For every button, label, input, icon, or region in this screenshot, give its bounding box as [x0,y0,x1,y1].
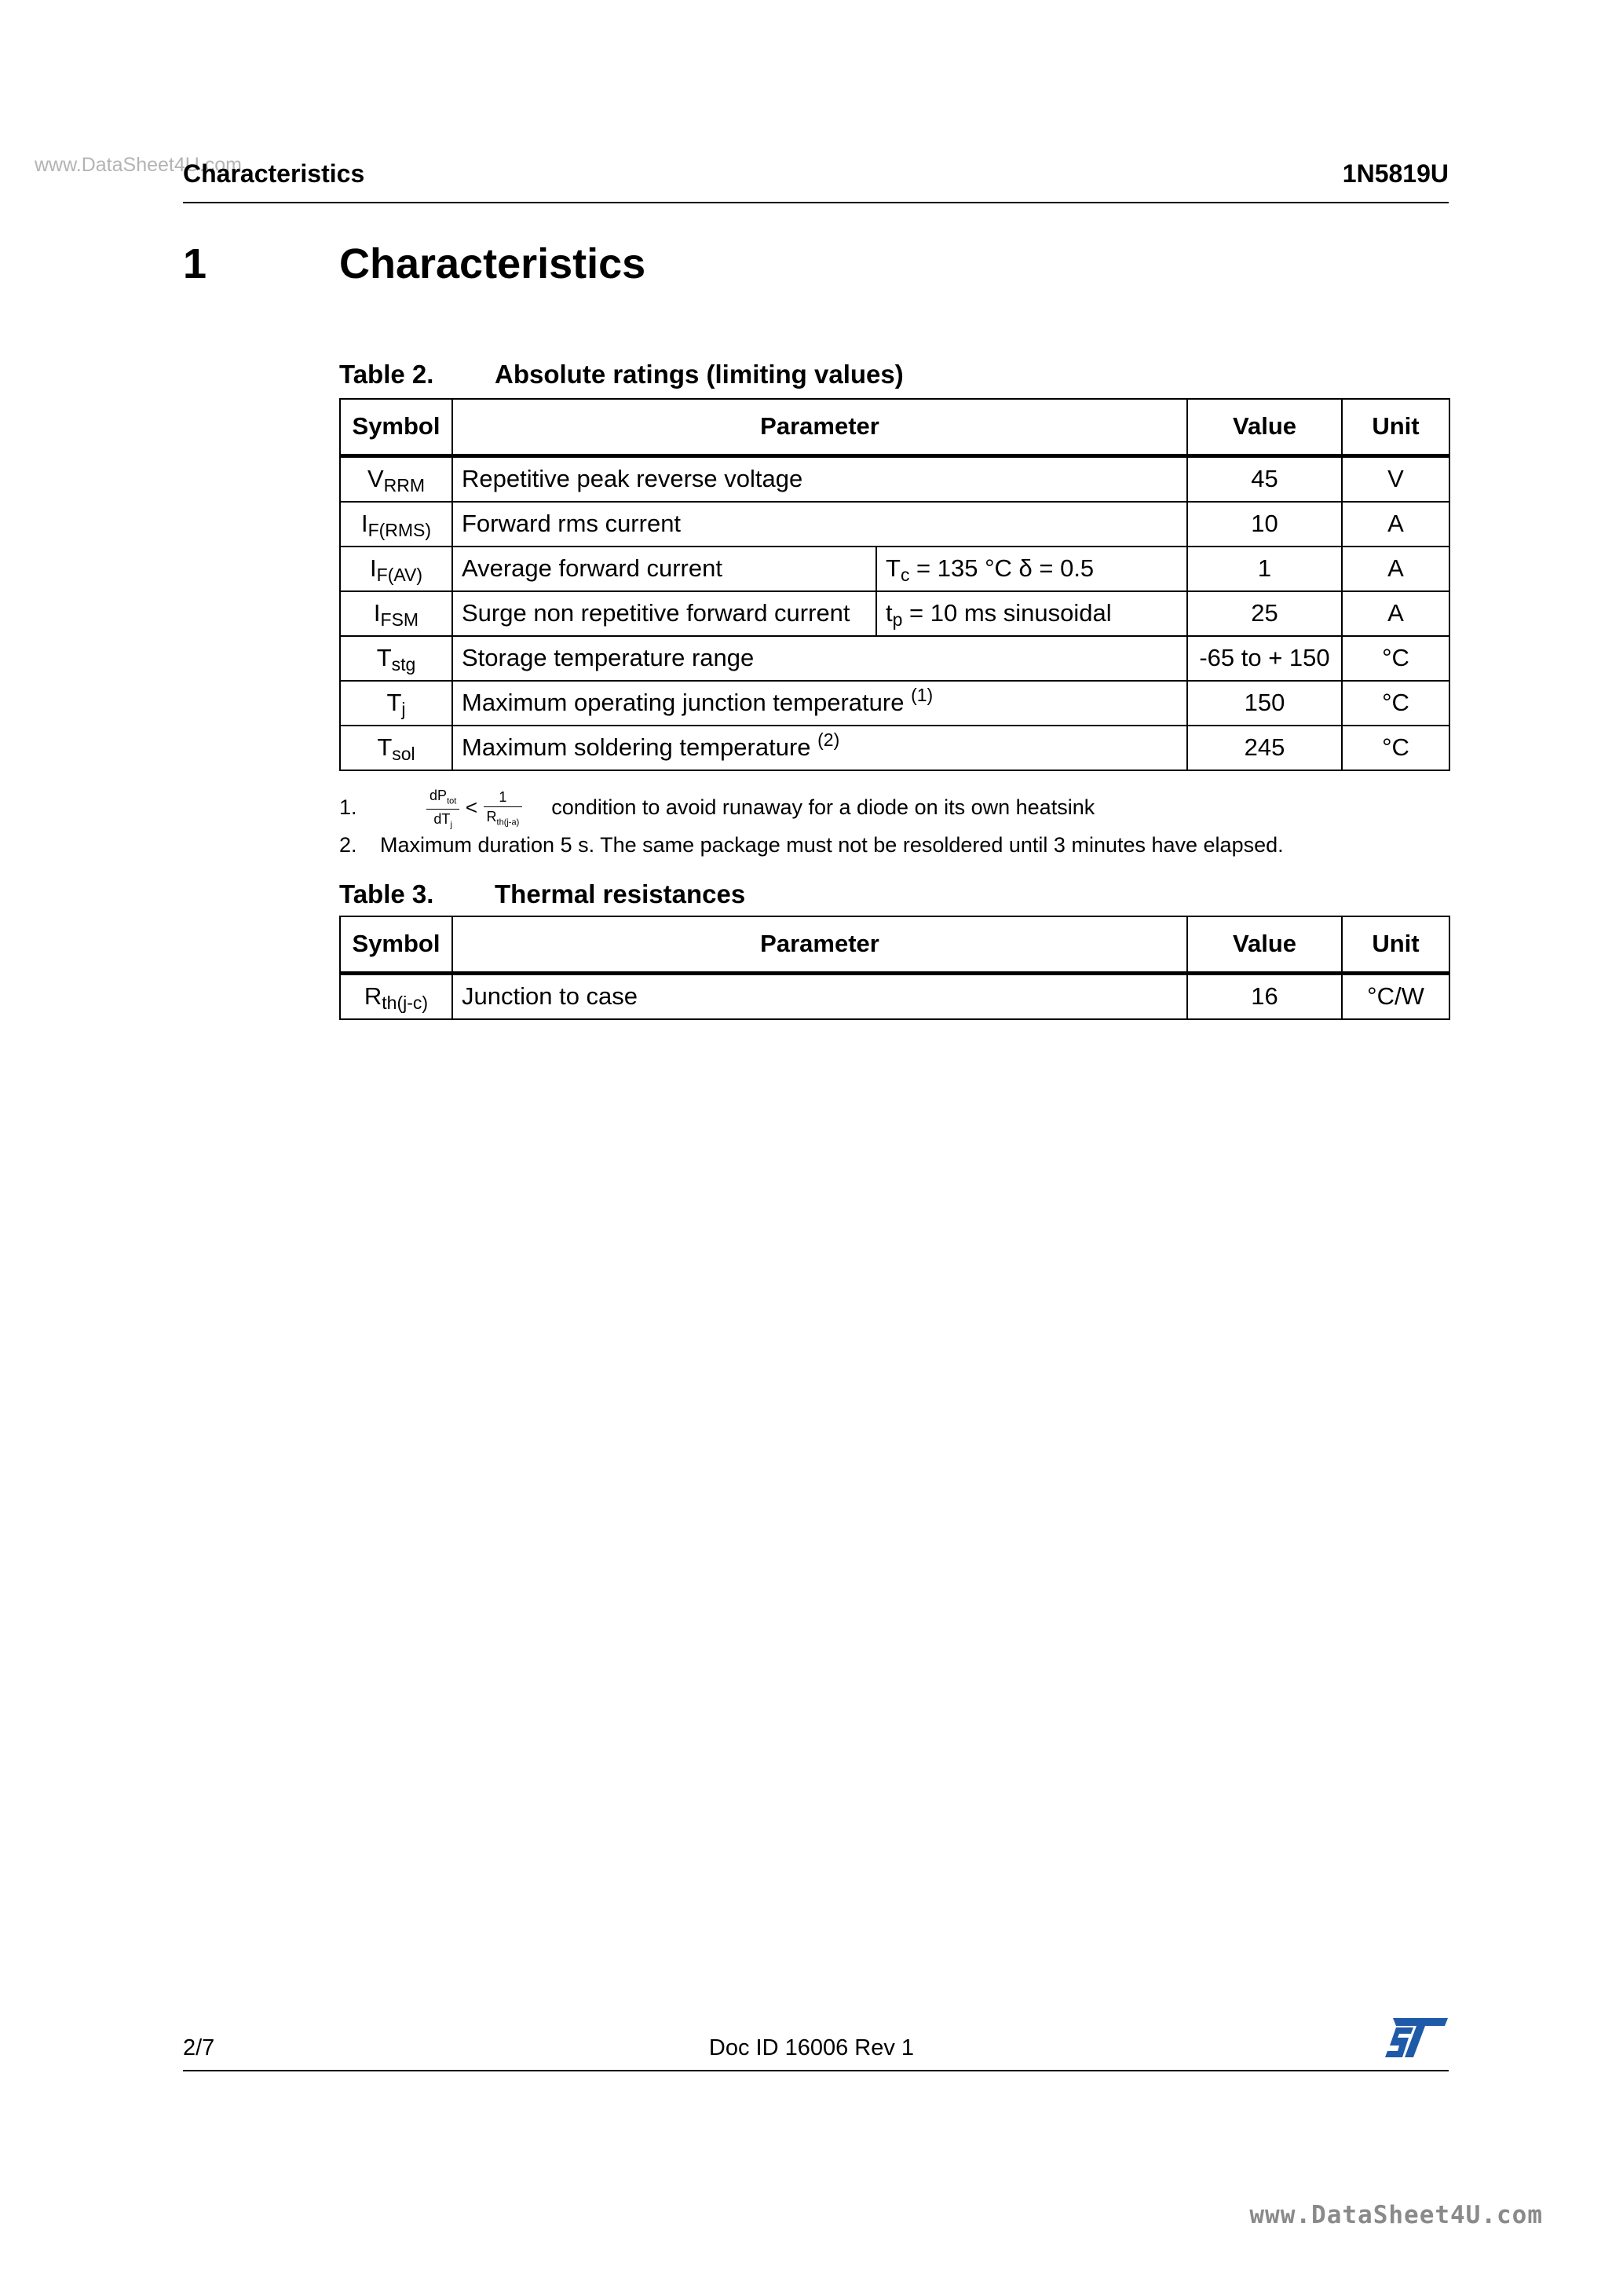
table2-title: Absolute ratings (limiting values) [495,360,904,389]
parameter-cell: Junction to case [452,974,1187,1020]
table3-caption [339,879,745,909]
table-row [340,974,1449,1020]
table-row [340,547,1449,591]
table-header-row [340,916,1449,974]
footer-rule [183,2070,1449,2071]
footnote-ref: (2) [817,729,840,751]
symbol-cell: $V_{RRM}$ [340,456,452,503]
parameter-cell: Maximum soldering temperature $^{(2)}$ [452,726,1187,770]
header-section-title: Characteristics [183,159,365,188]
value-cell: 1 [1187,547,1342,591]
footnote-ref: (1) [911,685,934,706]
table-row [340,636,1449,681]
unit-cell: °C/W [1342,974,1449,1020]
col-symbol: Symbol [340,399,452,456]
unit-cell: A [1342,502,1449,547]
table-row [340,591,1449,636]
table-header-row [340,399,1449,456]
footnote-2-label: 2. [339,833,357,857]
value-cell: 25 [1187,591,1342,636]
parameter-cell: Repetitive peak reverse voltage [452,456,1187,503]
st-logo-icon [1384,2016,1449,2059]
condition-cell: $t_p = 10$ ms sinusoidal [876,591,1187,636]
col-parameter: Parameter [452,399,1187,456]
section-title: Characteristics [339,240,646,287]
footnote-1-label: 1. [339,795,357,820]
value-cell: 10 [1187,502,1342,547]
less-than-sign: < [465,795,477,820]
table3-title: Thermal resistances [495,879,746,909]
page-number: 2/7 [183,2035,215,2060]
footnote-1-text: condition to avoid runaway for a diode on its own heatsink [551,795,1095,820]
unit-cell: °C [1342,636,1449,681]
derivative-fraction: $\frac{dP_{tot}}{dT_j}$ [426,788,459,829]
unit-cell: A [1342,591,1449,636]
table3-label: Table 3. [339,879,434,909]
table-row [340,726,1449,770]
value-cell: 150 [1187,681,1342,726]
parameter-cell: Maximum operating junction temperature $^{(1)}$ [452,681,1187,726]
table-row [340,456,1449,503]
table2-caption [339,360,904,389]
table2-label: Table 2. [339,360,434,389]
symbol-cell: $I_{F(AV)}$ [340,547,452,591]
symbol-cell: $R_{th(j-c)}$ [340,974,452,1020]
value-cell: 45 [1187,456,1342,503]
col-unit: Unit [1342,916,1449,974]
footnote-1 [339,788,1095,829]
symbol-cell: $T_j$ [340,681,452,726]
parameter-cell: Average forward current [452,547,876,591]
col-unit: Unit [1342,399,1449,456]
unit-cell: °C [1342,681,1449,726]
resistance-fraction: $\frac{1}{R_{th(j-a)}}$ [484,790,523,828]
parameter-cell: Forward rms current [452,502,1187,547]
col-value: Value [1187,399,1342,456]
header-part-number: 1N5819U [1342,159,1449,188]
absolute-ratings-table [339,398,1450,771]
parameter-cell: Storage temperature range [452,636,1187,681]
header-rule [183,202,1449,203]
section-number: 1 [183,240,207,287]
symbol-cell: $I_{FSM}$ [340,591,452,636]
value-cell: -65 to + 150 [1187,636,1342,681]
value-cell: 16 [1187,974,1342,1020]
thermal-resistances-table [339,916,1450,1020]
doc-id: Doc ID 16006 Rev 1 [708,2035,915,2060]
symbol-cell: $T_{stg}$ [340,636,452,681]
unit-cell: °C [1342,726,1449,770]
value-cell: 245 [1187,726,1342,770]
table-row [340,502,1449,547]
st-logo [1384,2016,1449,2063]
col-parameter: Parameter [452,916,1187,974]
symbol-cell: $I_{F(RMS)}$ [340,502,452,547]
parameter-cell: Surge non repetitive forward current [452,591,876,636]
footnote-2-text: Maximum duration 5 s. The same package must not be resoldered until 3 minutes have elapsed. [380,833,1284,857]
col-value: Value [1187,916,1342,974]
col-symbol: Symbol [340,916,452,974]
watermark-bottom: www.DataSheet4U.com [1249,2201,1543,2229]
unit-cell: A [1342,547,1449,591]
table-row [340,681,1449,726]
symbol-cell: $T_{sol}$ [340,726,452,770]
unit-cell: V [1342,456,1449,503]
footnote-2 [339,833,1284,857]
condition-cell: $T_c = 135$ °C δ = 0.5 [876,547,1187,591]
watermark-top: www.DataSheet4U.com [35,154,243,176]
